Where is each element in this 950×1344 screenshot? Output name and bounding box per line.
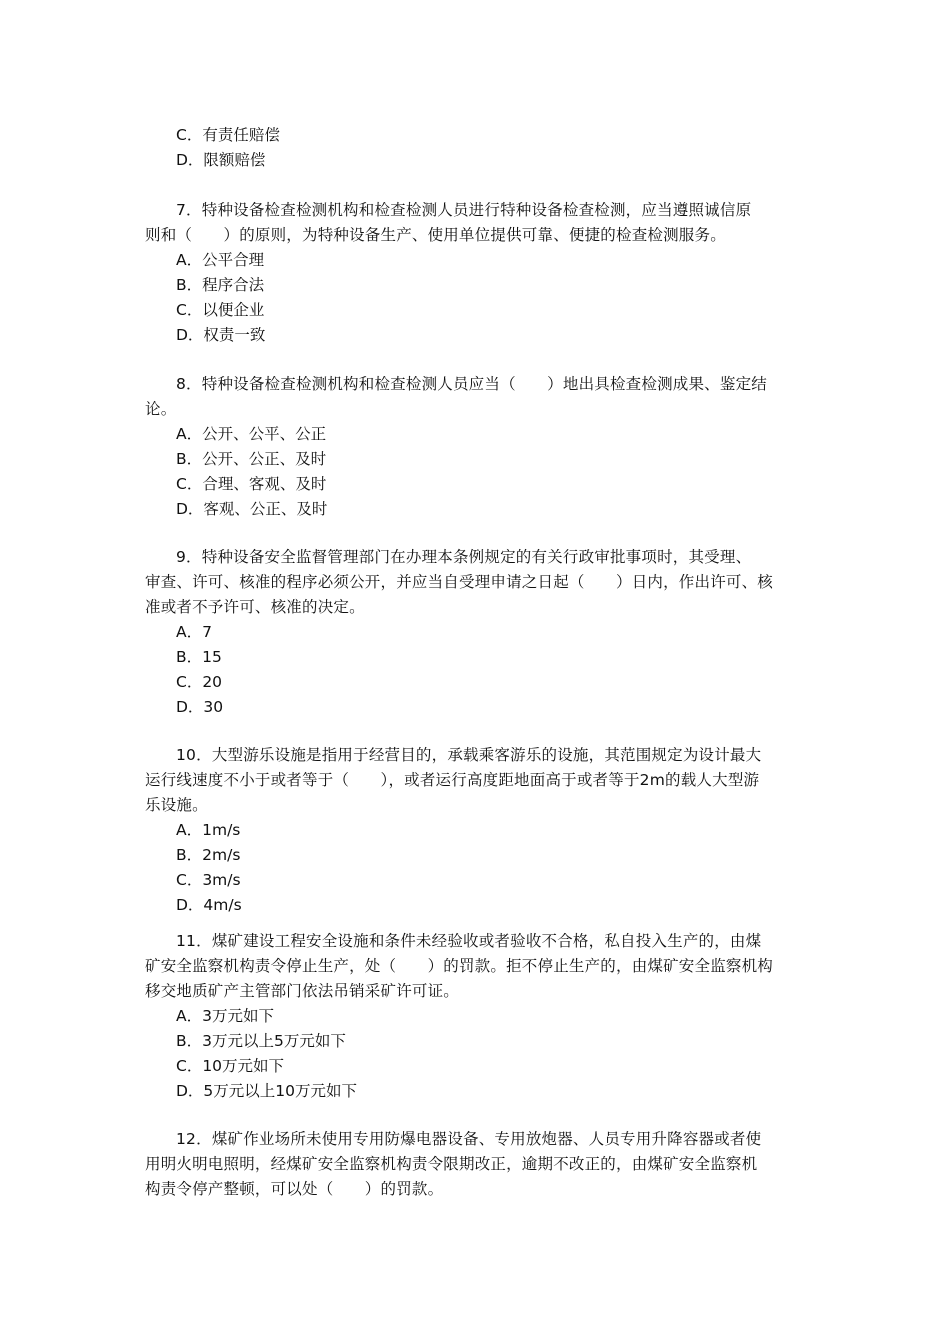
option-b: B．15 (176, 648, 222, 666)
question-11 (145, 929, 810, 1104)
question-9-stem-line-2: 审查、许可、核准的程序必须公开，并应当自受理申请之日起（ ）日内，作出许可、核 (145, 573, 774, 591)
option-d: D．客观、公正、及时 (176, 500, 328, 518)
question-9 (145, 545, 810, 720)
option-d: D．权责一致 (176, 326, 266, 344)
option-a: A．3万元如下 (176, 1007, 274, 1025)
question-10-stem-line-2: 运行线速度不小于或者等于（ ），或者运行高度距地面高于或者等于2m的载人大型游 (145, 771, 760, 789)
question-10-stem-line-3: 乐设施。 (145, 796, 208, 814)
question-11-stem-line-2: 矿安全监察机构责令停止生产，处（ ）的罚款。拒不停止生产的，由煤矿安全监察机构 (145, 957, 774, 975)
question-11-stem-line-1: 11．煤矿建设工程安全设施和条件未经验收或者验收不合格，私自投入生产的，由煤 (176, 932, 762, 950)
option-c: C．合理、客观、及时 (176, 475, 327, 493)
question-8-stem-line-1: 8．特种设备检查检测机构和检查检测人员应当（ ）地出具检查检测成果、鉴定结 (176, 375, 767, 393)
option-a: A．公开、公平、公正 (176, 425, 327, 443)
question-8-stem-line-2: 论。 (145, 400, 177, 418)
option-c: C．20 (176, 673, 223, 691)
option-d: D．限额赔偿 (176, 151, 266, 169)
question-10 (145, 743, 810, 918)
question-6-options (145, 123, 810, 173)
question-12-stem-line-2: 用明火明电照明，经煤矿安全监察机构责令限期改正，逾期不改正的，由煤矿安全监察机 (145, 1155, 758, 1173)
question-12-stem-line-1: 12．煤矿作业场所未使用专用防爆电器设备、专用放炮器、人员专用升降容器或者使 (176, 1130, 762, 1148)
option-a: A．7 (176, 623, 212, 641)
question-11-stem-line-3: 移交地质矿产主管部门依法吊销采矿许可证。 (145, 982, 460, 1000)
option-a: A．公平合理 (176, 251, 265, 269)
option-c: C．有责任赔偿 (176, 126, 280, 144)
question-12 (145, 1127, 810, 1202)
question-7-stem-line-1: 7．特种设备检查检测机构和检查检测人员进行特种设备检查检测，应当遵照诚信原 (176, 201, 752, 219)
question-7 (145, 198, 810, 348)
option-c: C．10万元如下 (176, 1057, 285, 1075)
question-9-stem-line-3: 准或者不予许可、核准的决定。 (145, 598, 365, 616)
question-9-stem-line-1: 9．特种设备安全监督管理部门在办理本条例规定的有关行政审批事项时，其受理、 (176, 548, 752, 566)
option-b: B．2m/s (176, 846, 241, 864)
question-10-stem-line-1: 10．大型游乐设施是指用于经营目的，承载乘客游乐的设施，其范围规定为设计最大 (176, 746, 762, 764)
option-d: D．5万元以上10万元如下 (176, 1082, 358, 1100)
option-b: B．3万元以上5万元如下 (176, 1032, 346, 1050)
question-12-stem-line-3: 构责令停产整顿，可以处（ ）的罚款。 (145, 1180, 444, 1198)
option-c: C．以便企业 (176, 301, 265, 319)
option-b: B．公开、公正、及时 (176, 450, 327, 468)
option-b: B．程序合法 (176, 276, 265, 294)
question-7-stem-line-2: 则和（ ）的原则，为特种设备生产、使用单位提供可靠、便捷的检查检测服务。 (145, 226, 726, 244)
question-8 (145, 372, 810, 522)
option-c: C．3m/s (176, 871, 241, 889)
option-d: D．4m/s (176, 896, 242, 914)
option-a: A．1m/s (176, 821, 241, 839)
option-d: D．30 (176, 698, 224, 716)
